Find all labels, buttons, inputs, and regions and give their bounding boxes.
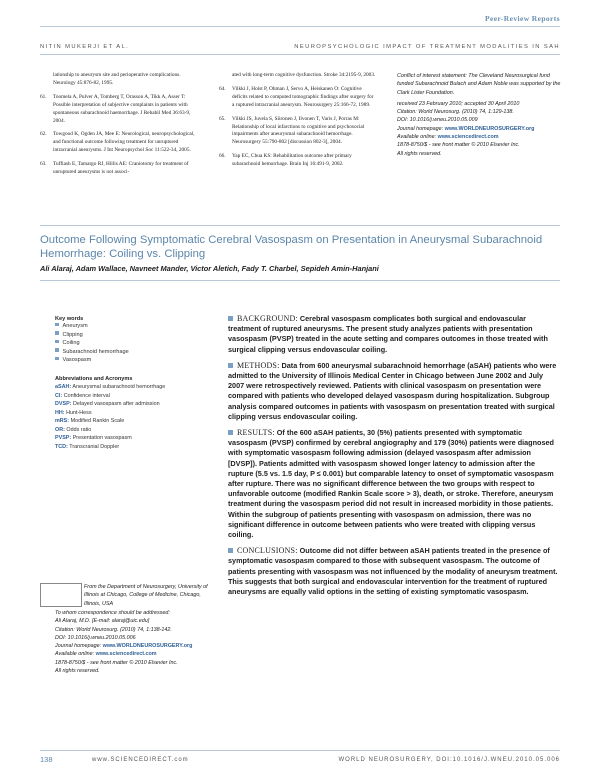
received-date: received 23 February 2010; accepted 30 April 2010 <box>397 100 520 107</box>
keyword-item: Clipping <box>55 331 215 340</box>
footer-journal: WORLD NEUROSURGERY, DOI:10.1016/J.WNEU.2010.05.006 <box>338 757 560 763</box>
affiliation-details <box>55 609 225 675</box>
abbreviation-item: DVSP: Delayed vasospasm after admission <box>55 401 160 407</box>
article-title: Outcome Following Symptomatic Cerebral Vasospasm on Presentation in Aneurysmal Subarachnoid Hemorrhage: Coiling vs. Clipping <box>40 234 543 261</box>
doi: DOI: 10.1016/j.wneu.2010.05.006 <box>55 634 136 641</box>
affiliation-from: From the Department of Neurosurgery, University of Illinois at Chicago, College of Medicine, Chicago, Illinois, USA <box>84 584 208 607</box>
abbreviation-item: mRS: Modified Rankin Scale <box>55 418 125 424</box>
bullet-square-icon <box>228 316 233 321</box>
sciencedirect-link[interactable]: www.sciencedirect.com <box>95 651 157 658</box>
section-divider <box>40 225 560 226</box>
bullet-square-icon <box>228 548 233 553</box>
citation: Citation: World Neurosurg. (2010) 74, 1:138-142. <box>55 626 172 633</box>
header-rule <box>40 26 560 27</box>
running-head-right: NEUROPSYCHOLOGIC IMPACT OF TREATMENT MODALITIES IN SAH <box>294 44 560 50</box>
journal-homepage: Journal homepage: www.WORLDNEUROSURGERY.org <box>55 643 193 650</box>
correspondence: To whom correspondence should be addressed: <box>55 610 170 616</box>
rights: All rights reserved. <box>55 668 100 675</box>
journal-logo-box <box>40 583 82 607</box>
conflict-statement: Conflict of interest statement: The Cleveland Neurosurgical fund funded Subarachnoid Bulach and Adam Noble was supported by the Clark Lister Foundation. <box>397 73 561 96</box>
abstract <box>228 314 558 597</box>
abbreviations-heading: Abbreviations and Acronyms <box>55 376 133 382</box>
abbreviation-item: OR: Odds ratio <box>55 426 92 433</box>
citation: Citation: World Neurosurg. (2010) 74, 1:129-138. <box>397 109 514 116</box>
reference-item: 65. Vilkki JS, Juvela S, Siironen J, Ilvonen T, Varis J, Porras M: Relationship of local infarctions to cognitive and psychosocial impairments after aneurysmal subarachnoid hemorrhage. Neurosurgery 55:790-802 [discussion 802-3], 2004. <box>219 115 365 146</box>
keyword-item: Vasospasm <box>55 356 215 365</box>
reference-item: lationship to aneurysm site and perioperative complications. Neurology 45:876-82, 1995. <box>53 72 181 86</box>
reference-item: 66. Yap EC, Chua KS: Rehabilitation outcome after primary subarachnoid hemorrhage. Brain Inj 16:491-9, 2002. <box>219 153 352 168</box>
abbreviation-item: aSAH: Aneurysmal subarachnoid hemorrhage <box>55 384 166 390</box>
reference-item: 63. Tuffiash E, Tamargo RJ, Hillis AE: Craniotomy for treatment of unruptured aneurysms is not associ- <box>40 161 189 176</box>
keyword-item: Subarachnoid hemorrhage <box>55 348 215 357</box>
reference-item: 61. Toomela A, Pulver A, Tomberg T, Orasson A, Tikk A, Asser T: Possible interpretation of subjective complaints in patients with spontaneous subarachnoid haemorrhage. J Rehabil Med 36:63-9, 2004. <box>40 93 191 124</box>
sciencedirect-link[interactable]: www.sciencedirect.com <box>437 134 499 141</box>
bullet-square-icon <box>55 323 59 327</box>
journal-link[interactable]: www.WORLDNEUROSURGERY.org <box>444 125 535 132</box>
available-online: Available online: www.sciencedirect.com <box>55 651 157 658</box>
references-column-2 <box>219 72 377 169</box>
reference-item: ated with long-term cognitive dysfunction. Stroke 34:2195-9, 2003. <box>232 72 376 78</box>
abstract-results: RESULTS: Of the 600 aSAH patients, 30 (5%) patients presented with symptomatic vasospasm (PVSP) confirmed by cerebral angiography and 179 (30%) patients were diagnosed with symptomatic vasospasm following admission (delayed vasospasm after admission [DVSP]). Patients admitted with vasospasm showed longer latency to admission after the rupture (5.5 vs. 1.5 day, P ≤ 0.001) but comparable latency to onset of symptomatic vasospasm after rupture. There was no significant difference between the two groups with respect to unfavorable outcome (modified Rankin Scale score > 3), death, or stroke. Therefore, aneurysm treatment during the vasospasm period did not result in increased morbidity in those patients. Within the subgroup of patients presenting with vasospasm on admission, there was no significant difference in outcome between patients who were treated with clipping versus coiling. <box>228 428 554 540</box>
page-number: 138 <box>40 755 53 764</box>
bullet-square-icon <box>55 340 59 344</box>
available-online: Available online: www.sciencedirect.com <box>397 134 499 141</box>
contact: Ali Alaraj, M.D. [E-mail: alaraj@uic.edu] <box>55 618 150 625</box>
section-heading: Peer-Review Reports <box>485 14 560 23</box>
keyword-item: Coiling <box>55 339 215 348</box>
running-head-left: NITIN MUKERJI ET AL. <box>40 44 130 50</box>
issn: 1878-8750/$ - see front matter © 2010 Elsevier Inc. <box>397 142 520 149</box>
journal-link[interactable]: www.WORLDNEUROSURGERY.org <box>102 643 193 650</box>
bullet-square-icon <box>228 430 233 435</box>
article-authors: Ali Alaraj, Adam Wallace, Navneet Mander, Victor Aletich, Fady T. Charbel, Sepideh Amin-Hanjani <box>40 264 379 273</box>
abstract-background: BACKGROUND: Cerebral vasospasm complicates both surgical and endovascular treatment of ruptured aneurysms. The present study analyzes patients with presentation vasospasm (PVSP) treated in the acute setting and compares outcomes in those treated with surgical clipping versus endovascular coiling. <box>228 314 548 354</box>
footer-site[interactable]: www.SCIENCEDIRECT.com <box>92 757 189 763</box>
abbreviation-item: PVSP: Presentation vasospasm <box>55 435 132 441</box>
bullet-square-icon <box>228 363 233 368</box>
reference-item: 64. Vilkki J, Holst P, Ohman J, Servo A, Heiskanen O: Cognitive deficits related to computed tomographic findings after surgery for a ruptured intracranial aneurysm. Neurosurgery 25:166-72, 1989. <box>219 85 374 108</box>
article-info-note <box>397 72 562 158</box>
keywords-block <box>55 316 215 365</box>
doi: DOI: 10.1016/j.wneu.2010.05.009 <box>397 117 478 124</box>
abstract-conclusions: CONCLUSIONS: Outcome did not differ between aSAH patients treated in the presence of symptomatic vasospasm compared to those with subsequent vasospasm. The outcome of patients presenting with vasospasm was not influenced by the modality of aneurysm treatment. This suggests that both surgical and endovascular intervention for the treatment of ruptured aneurysms are equally valid options in the setting of existing symptomatic vasospasm. <box>228 546 558 597</box>
keywords-heading: Key words <box>55 316 84 322</box>
abbreviation-item: TCD: Transcranial Doppler <box>55 443 120 450</box>
abbreviation-item: HH: Hunt-Hess <box>55 409 92 416</box>
reference-item: 62. Towgood K, Ogden JA, Mee E: Neurological, neuropsychological, and functional outcome following treatment for unruptured intracranial aneurysms. J Int Neuropsychol Soc 11:522-34, 2005. <box>40 131 195 154</box>
bullet-square-icon <box>55 348 59 352</box>
issn: 1878-8750/$ - see front matter © 2010 Elsevier Inc. <box>55 659 178 666</box>
running-head-rule <box>40 54 560 55</box>
bullet-square-icon <box>55 357 59 361</box>
abbreviation-item: CI: Confidence interval <box>55 392 110 399</box>
journal-homepage: Journal homepage: www.WORLDNEUROSURGERY.org <box>397 125 535 132</box>
bullet-square-icon <box>55 331 59 335</box>
rights: All rights reserved. <box>397 150 442 157</box>
abstract-methods: METHODS: Data from 600 aneurysmal subarachnoid hemorrhage (aSAH) patients who were admitted to the University of Illinois Medical Center in Chicago between June 2002 and July 2007 were retrospectively reviewed. Patients with clinical vasospasm on presentation were compared with patients who developed delayed vasospasm during hospitalization. Subgroup analysis compared outcomes in patients with vasospasm on presentation treated with surgical clipping versus endovascular coiling. <box>228 360 557 421</box>
footer-rule <box>40 750 560 751</box>
references-column-1 <box>40 72 200 177</box>
keyword-item: Aneurysm <box>55 322 215 331</box>
authors-rule <box>40 280 560 281</box>
abbreviations-block <box>55 376 220 451</box>
